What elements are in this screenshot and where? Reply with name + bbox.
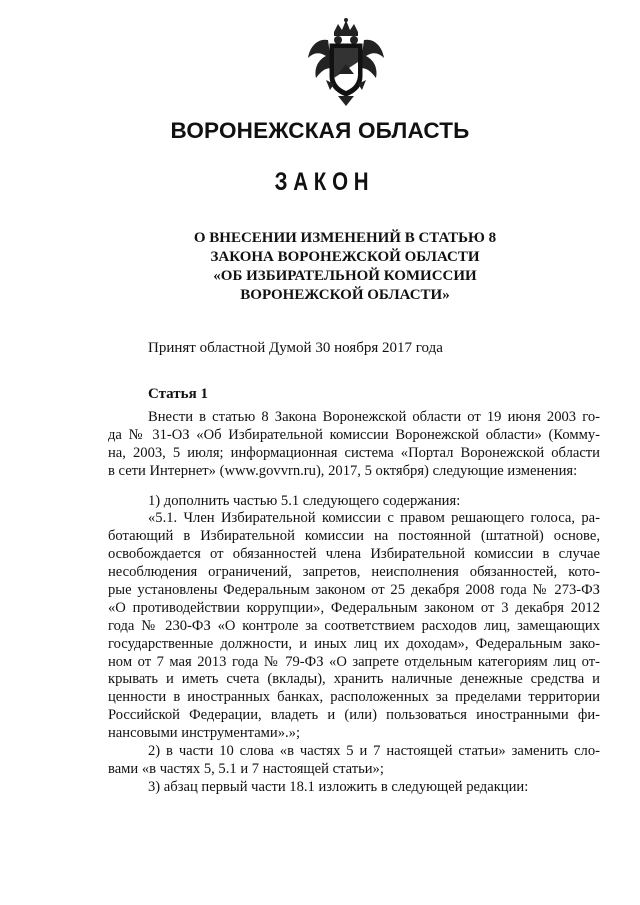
- text-line: «5.1. Член Избирательной комиссии с правом решающего голоса, ра-: [148, 510, 600, 527]
- law-heading: [175, 229, 515, 305]
- region-title: ВОРОНЕЖСКАЯ ОБЛАСТЬ: [170, 118, 470, 143]
- heading-line: «ОБ ИЗБИРАТЕЛЬНОЙ КОМИССИИ: [213, 268, 477, 284]
- text-line: Российской Федерации, владеть и (или) пользоваться иностранными фи-: [108, 707, 600, 724]
- heading-line: ВОРОНЕЖСКОЙ ОБЛАСТИ»: [240, 287, 450, 303]
- text-line: крывать и иметь счета (вклады), хранить наличные денежные средства и: [108, 671, 600, 688]
- text-line: «О противодействии коррупции», Федеральным законом от 3 декабря 2012: [108, 599, 600, 616]
- text-line: 2) в части 10 слова «в частях 5 и 7 настоящей статьи» заменить сло-: [148, 743, 600, 760]
- adoption-date: Принят областной Думой 30 ноября 2017 года: [148, 340, 443, 356]
- text-line: освобождается от обязанностей члена Избирательной комиссии в случае: [108, 546, 600, 563]
- text-line: на, 2003, 5 июля; информационная система «Портал Воронежской области: [108, 444, 600, 461]
- law-title: ЗАКОН: [274, 168, 375, 196]
- coat-of-arms-icon: [304, 18, 388, 106]
- text-line: несоблюдения ограничений, запретов, неисполнения обязанностей, кото-: [108, 564, 600, 581]
- heading-line: О ВНЕСЕНИИ ИЗМЕНЕНИЙ В СТАТЬЮ 8: [193, 230, 497, 246]
- article-title: Статья 1: [148, 386, 208, 402]
- text-line: 3) абзац первый части 18.1 изложить в следующей редакции:: [148, 778, 529, 795]
- text-line: ном от 7 мая 2013 года № 79-ФЗ «О запрете отдельным категориям лиц от-: [108, 653, 600, 670]
- text-line: рые установлены Федеральным законом от 25 декабря 2008 года № 273-ФЗ: [108, 582, 600, 599]
- text-line: государственные должности, и иных лиц их доходам», Федеральным зако-: [108, 635, 600, 652]
- text-line: вами «в частях 5, 5.1 и 7 настоящей статьи»;: [108, 760, 384, 777]
- text-line: года № 230-ФЗ «О контроле за соответствием расходов лиц, замещающих: [108, 617, 600, 634]
- text-line: 1) дополнить частью 5.1 следующего содержания:: [148, 492, 461, 509]
- text-line: да № 31-ОЗ «Об Избирательной комиссии Воронежской области» (Комму-: [108, 426, 600, 443]
- text-line: Внести в статью 8 Закона Воронежской области от 19 июня 2003 го-: [148, 409, 600, 425]
- text-line: ценности в иностранных банках, расположенных за пределами территории: [108, 689, 600, 706]
- text-line: нансовыми инструментами».»;: [108, 725, 301, 742]
- article-body: [108, 409, 600, 797]
- text-line: ботающий в Избирательной комиссии на постоянной (штатной) основе,: [108, 528, 600, 545]
- heading-line: ЗАКОНА ВОРОНЕЖСКОЙ ОБЛАСТИ: [210, 249, 480, 265]
- text-line: в сети Интернет» (www.govvrn.ru), 2017, 5 октября) следующие изменения:: [108, 462, 578, 479]
